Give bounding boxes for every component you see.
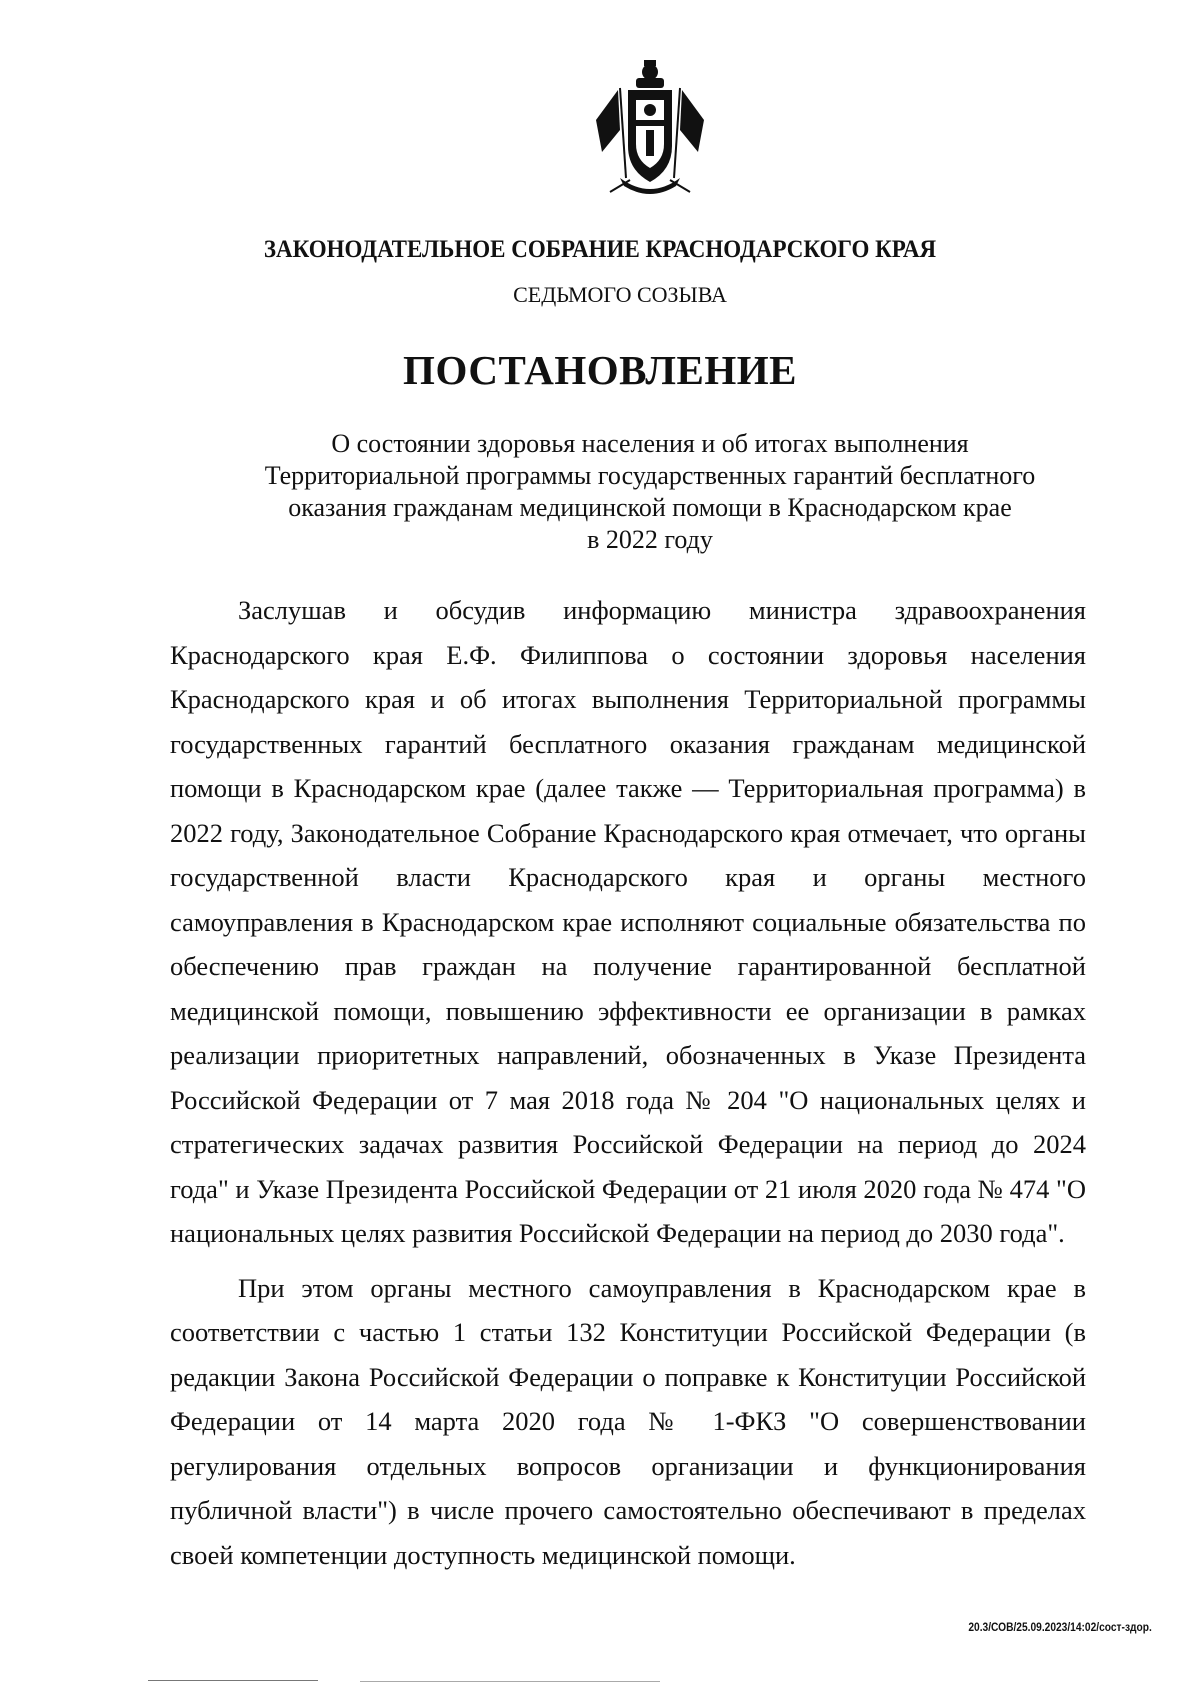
- organization-name: ЗАКОНОДАТЕЛЬНОЕ СОБРАНИЕ КРАСНОДАРСКОГО КРАЯ: [263, 236, 937, 263]
- footer-divider: [148, 1680, 318, 1681]
- footer-divider: [360, 1681, 660, 1682]
- document-body: [170, 588, 1086, 1587]
- title-line: О состоянии здоровья населения и об итогах выполнения: [331, 429, 969, 458]
- body-paragraph: Заслушав и обсудив информацию министра здравоохранения Краснодарского края Е.Ф. Филиппова о состоянии здоровья населения Краснодарского края и об итогах выполнения Территориальной программы государственных гарантий бесплатного оказания гражданам медицинской помощи в Краснодарском крае (далее также — Территориальная программа) в 2022 году, Законодательное Собрание Краснодарского края отмечает, что органы государственной власти Краснодарского края и органы местного самоуправления в Краснодарском крае исполняют социальные обязательства по обеспечению прав граждан на получение гарантированной бесплатной медицинской помощи, повышению эффективности ее организации в рамках реализации приоритетных направлений, обозначенных в Указе Президента Российской Федерации от 7 мая 2018 года № 204 "О национальных целях и стратегических задачах развития Российской Федерации на период до 2024 года" и Указе Президента Российской Федерации от 21 июля 2020 года № 474 "О национальных целях развития Российской Федерации на период до 2030 года".: [170, 595, 1086, 1248]
- body-paragraph: При этом органы местного самоуправления в Краснодарском крае в соответствии с частью 1 статьи 132 Конституции Российской Федерации (в редакции Закона Российской Федерации о поправке к Конституции Российской Федерации от 14 марта 2020 года № 1-ФКЗ "О совершенствовании регулирования отдельных вопросов организации и функционирования публичной власти") в числе прочего самостоятельно обеспечивают в пределах своей компетенции доступность медицинской помощи.: [170, 1272, 1086, 1570]
- title-line: Территориальной программы государственных гарантий бесплатного: [264, 461, 1036, 490]
- title-line: оказания гражданам медицинской помощи в Краснодарском крае: [288, 493, 1012, 522]
- registration-code: 20.3/СОВ/25.09.2023/14:02/сост-здор.: [968, 1620, 1152, 1634]
- coat-of-arms-icon: [590, 60, 710, 200]
- convocation-label: СЕДЬМОГО СОЗЫВА: [513, 282, 727, 307]
- title-line: в 2022 году: [587, 525, 713, 554]
- document-title: [200, 428, 1100, 556]
- document-type-heading: ПОСТАНОВЛЕНИЕ: [403, 347, 797, 393]
